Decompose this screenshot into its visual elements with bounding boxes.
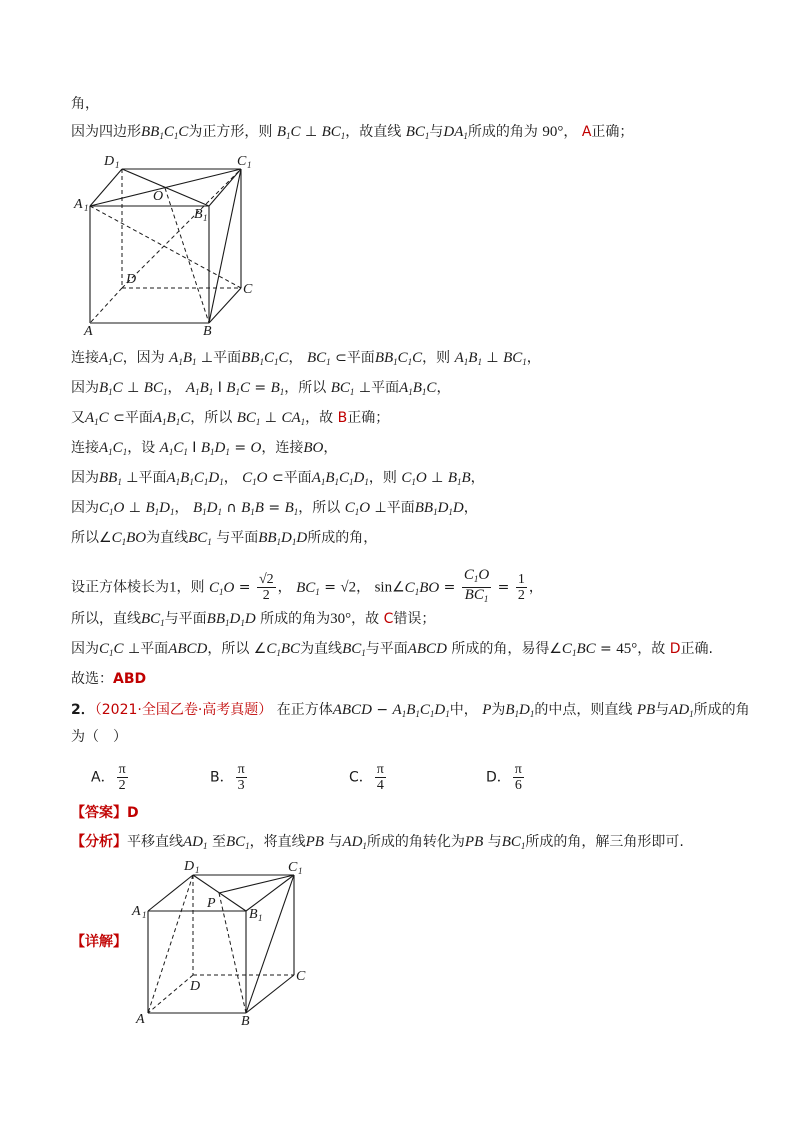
svg-text:1: 1	[247, 160, 252, 170]
svg-text:C: C	[288, 860, 298, 875]
svg-text:1: 1	[298, 866, 303, 876]
svg-text:1: 1	[203, 213, 208, 223]
analysis-line: 【分析】平移直线$AD_1$ 至$BC_1$，将直线PB 与$AD_1$所成的角转化为PB 与$BC_1$所成的角，解三角形即可.	[71, 834, 684, 851]
svg-text:D: D	[126, 272, 137, 287]
svg-text:B: B	[249, 907, 258, 922]
svg-text:1: 1	[84, 203, 89, 213]
text-line-4: 因为$B_1C$ ⊥ $BC_1$， $A_1B_1$ I $B_1C = B_1$，所以 $BC_1$ ⊥平面$A_1B_1C$，	[71, 380, 451, 397]
option-b[interactable]: B． $\frac{\pi}{3}$	[210, 762, 245, 793]
text-line-7: 因为$BB_1$ ⊥平面$A_1B_1C_1D_1$， $C_1O$ ⊂平面$A_1B_1C_1D_1$，则 $C_1O$ ⊥ $B_1B$，	[71, 470, 485, 487]
svg-text:O: O	[153, 189, 164, 204]
svg-text:B: B	[241, 1014, 250, 1029]
svg-text:A: A	[84, 324, 93, 339]
question-2-line-1: 2．（2021·全国乙卷·高考真题） 在正方体ABCD − $A_1B_1C_1D_1$中， P为$B_1D_1$的中点，则直线 PB与$AD_1$所成的角	[71, 702, 750, 719]
text-line-8: 因为$C_1O$ ⊥ $B_1D_1$， $B_1D_1$ ∩ $B_1B = B_1$，所以 $C_1O$ ⊥平面$BB_1D_1D$，	[71, 500, 478, 517]
svg-text:A: A	[136, 1012, 145, 1027]
text-line-5: 又$A_1C$ ⊂平面$A_1B_1C$，所以 $BC_1$ ⊥ $CA_1$，故 B正确；	[71, 410, 390, 427]
svg-text:1: 1	[195, 865, 200, 875]
text-line-11: 所以，直线$BC_1$与平面$BB_1D_1D$ 所成的角为30°，故 C错误；	[71, 611, 436, 628]
option-d[interactable]: D． $\frac{\pi}{6}$	[486, 762, 522, 793]
svg-text:C: C	[296, 969, 306, 984]
text-line-3: 连接$A_1C$，因为 $A_1B_1$ ⊥平面$BB_1C_1C$， $BC_1$ ⊂平面$BB_1C_1C$，则 $A_1B_1$ ⊥ $BC_1$，	[71, 350, 541, 367]
svg-text:A: A	[132, 904, 141, 919]
text-line-12: 因为$C_1C$ ⊥平面ABCD，所以 $\angle C_1BC$为直线$BC_1$与平面ABCD 所成的角，易得$\angle C_1BC = 45^\circ$，故 D正确.	[71, 641, 713, 658]
svg-text:1: 1	[258, 913, 263, 923]
question-source: （2021·全国乙卷·高考真题）	[94, 702, 273, 718]
text-line-10: 设正方体棱长为1，则 $C_1O$ = $\frac{√2}{2}$ ， $BC_1 = √2$， $\sin\angle C_1BO$ = $\frac{C_1O}{BC_1}$ = $\frac{1}{2}$ ，	[71, 567, 543, 604]
text-line-9: 所以$\angle C_1BO$为直线$BC_1$ 与平面$BB_1D_1D$所成的角，	[71, 530, 378, 547]
answer-line: 【答案】D	[71, 805, 139, 821]
svg-text:C: C	[243, 282, 253, 297]
final-answer-line: 故选：ABD	[71, 671, 147, 687]
svg-text:B: B	[194, 207, 203, 222]
verdict-D: D	[669, 641, 681, 657]
svg-text:C: C	[237, 154, 247, 169]
svg-text:A: A	[74, 197, 83, 212]
text-line-6: 连接$A_1C_1$，设 $A_1C_1$ I $B_1D_1 = O$，连接BO，	[71, 440, 338, 457]
final-answer: ABD	[113, 671, 147, 687]
svg-text:1: 1	[115, 160, 120, 170]
verdict-C: C	[383, 611, 394, 627]
svg-text:B: B	[203, 324, 212, 339]
svg-text:D: D	[104, 154, 115, 169]
detail-label: 【详解】	[71, 934, 127, 950]
svg-text:P: P	[207, 896, 216, 911]
cube-figure-1	[70, 150, 270, 340]
option-c[interactable]: C． $\frac{\pi}{4}$	[349, 762, 384, 793]
svg-text:D: D	[190, 979, 201, 994]
cube-figure-2	[130, 855, 330, 1030]
answer-value: D	[127, 805, 139, 821]
text-line-2: 因为四边形$BB_1C_1C$为正方形，则 $B_1C$ ⊥ $BC_1$，故直线 $BC_1$与$DA_1$所成的角为 90°， A正确；	[71, 124, 634, 141]
question-2-line-2: 为（ ）	[71, 729, 127, 745]
option-a[interactable]: A． $\frac{\pi}{2}$	[91, 762, 126, 793]
verdict-B: B	[337, 410, 348, 426]
text-line-1: 角，	[71, 96, 99, 112]
svg-text:1: 1	[142, 910, 147, 920]
verdict-A: A	[581, 124, 592, 140]
svg-text:D: D	[184, 859, 195, 874]
